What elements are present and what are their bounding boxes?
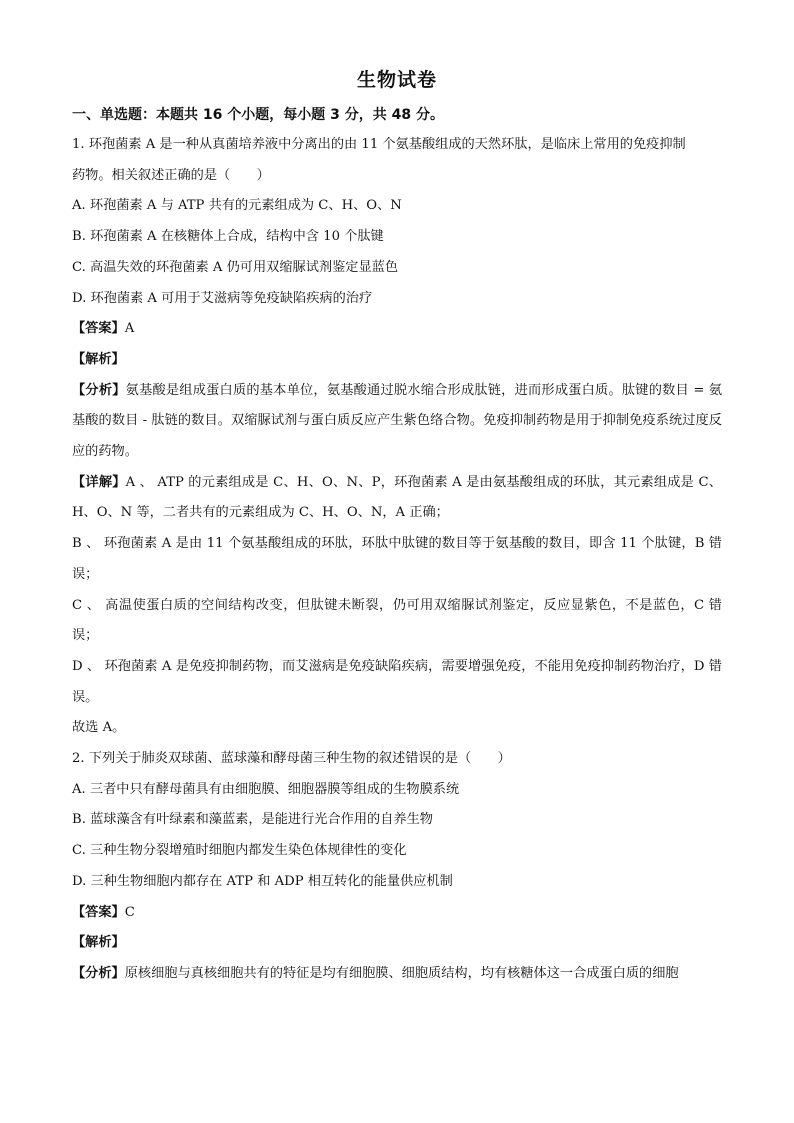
section-heading: 一、单选题：本题共 16 个小题，每小题 3 分，共 48 分。	[72, 107, 444, 123]
question-2-analysis-heading	[72, 928, 722, 959]
answer-tag: 【答案】	[72, 904, 125, 920]
question-1-stem-line1: 1. 环孢菌素 A 是一种从真菌培养液中分离出的由 11 个氨基酸组成的天然环肽，是临床上常用的免疫抑制	[72, 137, 686, 152]
answer-tag: 【答案】	[72, 321, 125, 337]
answer-value: C	[124, 904, 135, 920]
question-1-answer	[72, 314, 722, 345]
xiangjie-a-text: A 、 ATP 的元素组成是 C、H、O、N、P，环孢菌素 A 是由氨基酸组成的环肽，其元素组成是 C、H、O、N 等，二者共有的元素组成为 C、H、O、N，A 正确；	[72, 474, 722, 521]
fenxi-tag: 【分析】	[72, 965, 125, 981]
question-2-option-a: A. 三者中只有酵母菌具有由细胞膜、细胞器膜等组成的生物膜系统	[72, 781, 460, 797]
question-2-answer	[72, 898, 722, 929]
question-2-fenxi	[72, 959, 722, 990]
exam-page	[72, 66, 722, 990]
question-1-stem-line2: 药物。相关叙述正确的是（ ）	[72, 167, 270, 183]
question-2-stem: 2. 下列关于肺炎双球菌、蓝球藻和酵母菌三种生物的叙述错误的是（ ）	[72, 751, 511, 767]
question-1	[72, 130, 722, 744]
question-1-xiangjie-a	[72, 468, 722, 529]
question-2-option-c: C. 三种生物分裂增殖时细胞内都发生染色体规律性的变化	[72, 843, 407, 859]
question-1-analysis-heading	[72, 345, 722, 376]
question-1-xiangjie-c: C 、 高温使蛋白质的空间结构改变，但肽键未断裂，仍可用双缩脲试剂鉴定，反应显紫色，不是蓝色，C 错误；	[72, 597, 722, 644]
question-2	[72, 744, 722, 990]
fenxi-text: 氨基酸是组成蛋白质的基本单位，氨基酸通过脱水缩合形成肽链，进而形成蛋白质。肽键的数目 = 氨基酸的数目 - 肽链的数目。双缩脲试剂与蛋白质反应产生紫色络合物。免疫抑制药物是用于抑制免疫系统过度反应的药物。	[72, 382, 723, 460]
question-1-option-a: A. 环孢菌素 A 与 ATP 共有的元素组成为 C、H、O、N	[72, 198, 402, 214]
question-1-option-d: D. 环孢菌素 A 可用于艾滋病等免疫缺陷疾病的治疗	[72, 290, 373, 306]
question-2-option-d: D. 三种生物细胞内都存在 ATP 和 ADP 相互转化的能量供应机制	[72, 873, 453, 889]
question-1-option-b: B. 环孢菌素 A 在核糖体上合成，结构中含 10 个肽键	[72, 229, 384, 245]
question-2-option-b: B. 蓝球藻含有叶绿素和藻蓝素，是能进行光合作用的自养生物	[72, 812, 433, 828]
question-1-xiangjie-b: B 、 环孢菌素 A 是由 11 个氨基酸组成的环肽，环肽中肽键的数目等于氨基酸的数目，即含 11 个肽键，B 错误；	[72, 536, 722, 582]
analysis-tag: 【解析】	[72, 351, 125, 367]
question-1-xiangjie-d: D 、 环孢菌素 A 是免疫抑制药物，而艾滋病是免疫缺陷疾病，需要增强免疫，不能用免疫抑制药物治疗，D 错误。	[72, 658, 722, 705]
xiangjie-tag: 【详解】	[72, 474, 126, 490]
question-1-option-c: C. 高温失效的环孢菌素 A 仍可用双缩脲试剂鉴定显蓝色	[72, 259, 399, 275]
question-1-conclusion: 故选 A。	[72, 720, 126, 736]
answer-value: A	[124, 321, 135, 337]
analysis-tag: 【解析】	[72, 935, 125, 951]
fenxi-text: 原核细胞与真核细胞共有的特征是均有细胞膜、细胞质结构，均有核糖体这一合成蛋白质的细胞	[124, 965, 679, 981]
question-1-fenxi	[72, 376, 722, 468]
fenxi-tag: 【分析】	[72, 382, 126, 398]
page-title: 生物试卷	[356, 69, 437, 91]
